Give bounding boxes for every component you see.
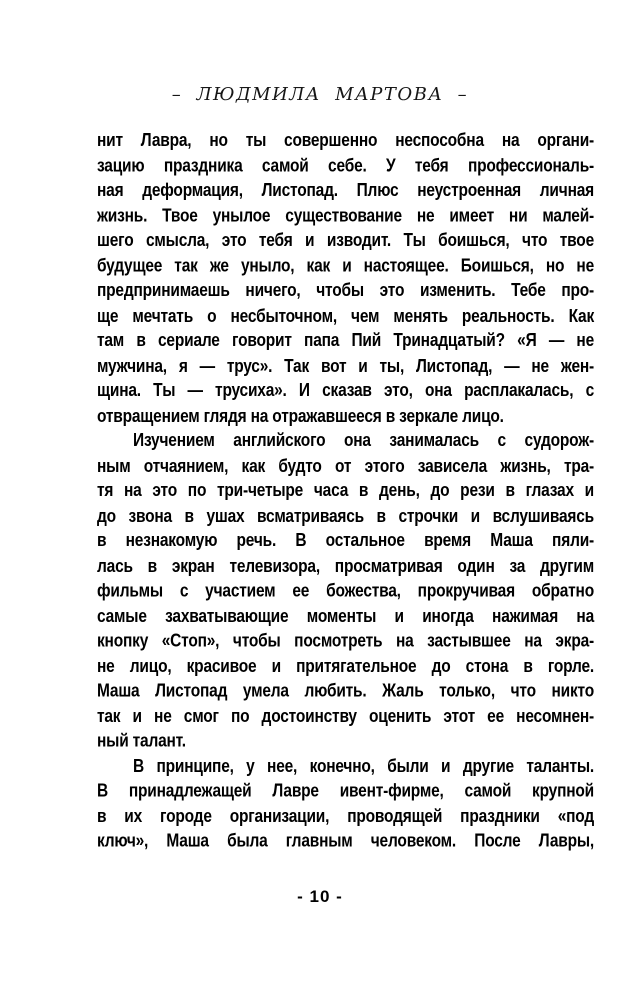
text-line: зацию праздника самой себе. У тебя профессиональ- [97,155,594,176]
text-line: В принципе, у нее, конечно, были и другие таланты. [133,755,594,777]
text-line: ще мечтать о несбыточном, чем менять реальность. Как [97,305,594,327]
text-line: ный талант. [97,730,186,752]
text-line: кнопку «Стоп», чтобы посмотреть на застывшее на экра- [97,630,594,652]
body-text [97,129,594,852]
text-line: отвращением глядя на отражавшееся в зеркале лицо. [97,405,504,427]
text-line: до звона в ушах всматриваясь в строчки и вслушиваясь [97,505,594,527]
text-line: лась в экран телевизора, просматривая один за другим [97,555,594,577]
text-line: там в сериале говорит папа Пий Тринадцатый? «Я — не [97,330,594,352]
text-line: В принадлежащей Лавре ивент-фирме, самой крупной [97,780,594,802]
text-line: шего смысла, это тебя и изводит. Ты боишься, что твое [97,230,594,251]
text-line: в их городе организации, проводящей праздники «под [97,805,594,827]
text-line: предпринимаешь ничего, чтобы это изменить. Тебе про- [97,280,594,302]
text-line: самые захватывающие моменты и иногда нажимая на [97,605,594,627]
text-line: фильмы с участием ее божества, прокручивая обратно [97,580,594,602]
page-number: - 10 - [297,887,343,906]
text-line: так и не смог по достоинству оценить этот ее несомнен- [97,705,594,727]
text-line: жизнь. Твое унылое существование не имеет ни малей- [97,205,594,226]
text-line: в незнакомую речь. В остальное время Маша пяли- [97,530,594,552]
text-line: мужчина, я — трус». Так вот и ты, Листопад, — не жен- [97,355,594,377]
text-line: ная деформация, Листопад. Плюс неустроенная личная [97,180,594,201]
text-line: нит Лавра, но ты совершенно неспособна на органи- [97,130,594,151]
running-header: – ЛЮДМИЛА МАРТОВА – [171,84,469,105]
text-line: Изучением английского она занималась с судорож- [133,430,594,452]
text-line: ключ», Маша была главным человеком. После Лавры, [97,830,594,852]
text-line: тя на это по три-четыре часа в день, до рези в глазах и [97,480,594,502]
text-line: Маша Листопад умела любить. Жаль только, что никто [97,680,594,702]
text-line: ным отчаянием, как будто от этого зависела жизнь, тра- [97,455,594,477]
text-line: будущее так же уныло, как и настоящее. Боишься, но не [97,255,594,277]
text-line: не лицо, красивое и притягательное до стона в горле. [97,655,594,677]
text-line: щина. Ты — трусиха». И сказав это, она расплакалась, с [97,380,594,402]
text-column [97,129,594,854]
